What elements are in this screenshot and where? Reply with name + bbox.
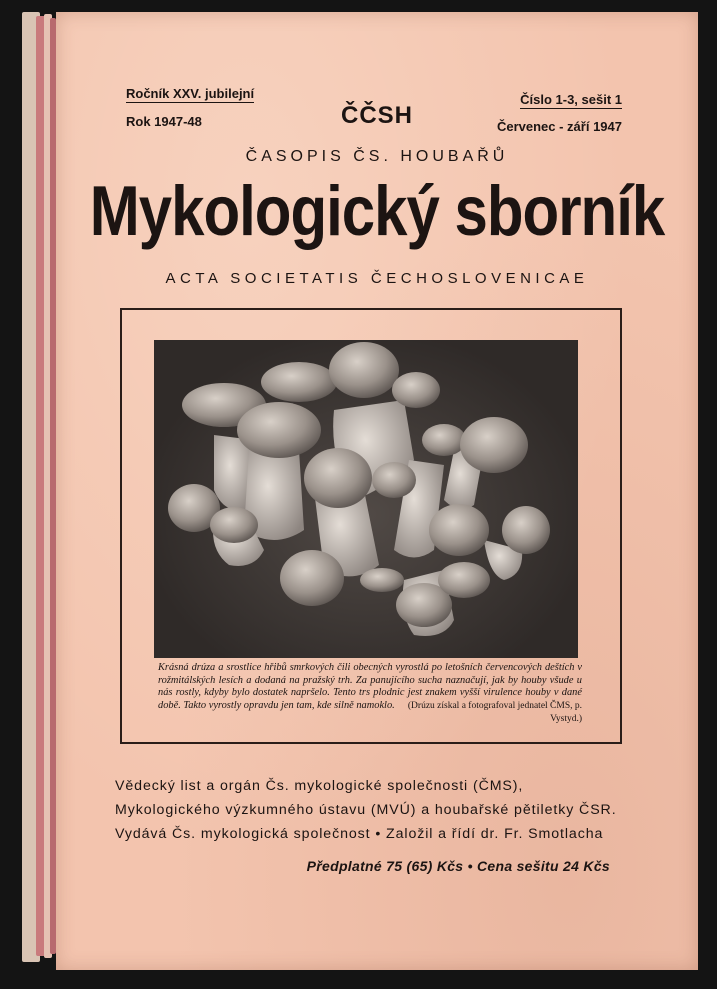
publisher-info xyxy=(115,774,635,846)
footer-line-2: Mykologického výzkumného ústavu (MVÚ) a houbařské pětiletky ČSR. xyxy=(115,802,617,818)
latin-title: ACTA SOCIETATIS ČECHOSLOVENICAE xyxy=(165,270,589,287)
photo-caption xyxy=(158,662,582,725)
mushroom-photo xyxy=(154,340,578,658)
photo-credit: (Drúzu získal a fotografoval jednatel ČMS, p. Vystyd.) xyxy=(407,701,582,724)
year-label: Rok 1947-48 xyxy=(126,114,202,129)
issue-label: Číslo 1-3, sešit 1 xyxy=(520,92,622,107)
org-abbreviation: ČČSH xyxy=(340,102,413,129)
volume-label: Ročník XXV. jubilejní xyxy=(126,86,255,101)
journal-subtitle: ČASOPIS ČS. HOUBAŘŮ xyxy=(245,148,509,165)
footer-line-3: Vydává Čs. mykologická společnost • Založil a řídí dr. Fr. Smotlacha xyxy=(115,826,604,842)
date-label: Červenec - září 1947 xyxy=(496,119,622,134)
mushroom-cluster-illustration xyxy=(154,340,578,658)
price-line: Předplatné 75 (65) Kčs • Cena sešitu 24 Kčs xyxy=(306,858,610,874)
photo-frame xyxy=(120,308,622,744)
caption-text: Krásná drúza a srostlice hřibů smrkových čili obecných vyrostlá po letošních červencových deštích v rožmitálských lesích a dodaná na pražský trh. Za panujícího sucha naznačují, jak by houby všude u nás rostly, kdyby bylo dostatek napršelo. Tento trs plodnic jest znakem vyšší virulence houby v dané době. Takto vyrostly opravdu jen tam, kde silně namoklo. xyxy=(158,662,582,711)
magazine-cover xyxy=(56,12,698,970)
footer-line-1: Vědecký list a orgán Čs. mykologické společnosti (ČMS), xyxy=(115,778,524,794)
journal-title: Mykologický sborník xyxy=(89,171,665,251)
